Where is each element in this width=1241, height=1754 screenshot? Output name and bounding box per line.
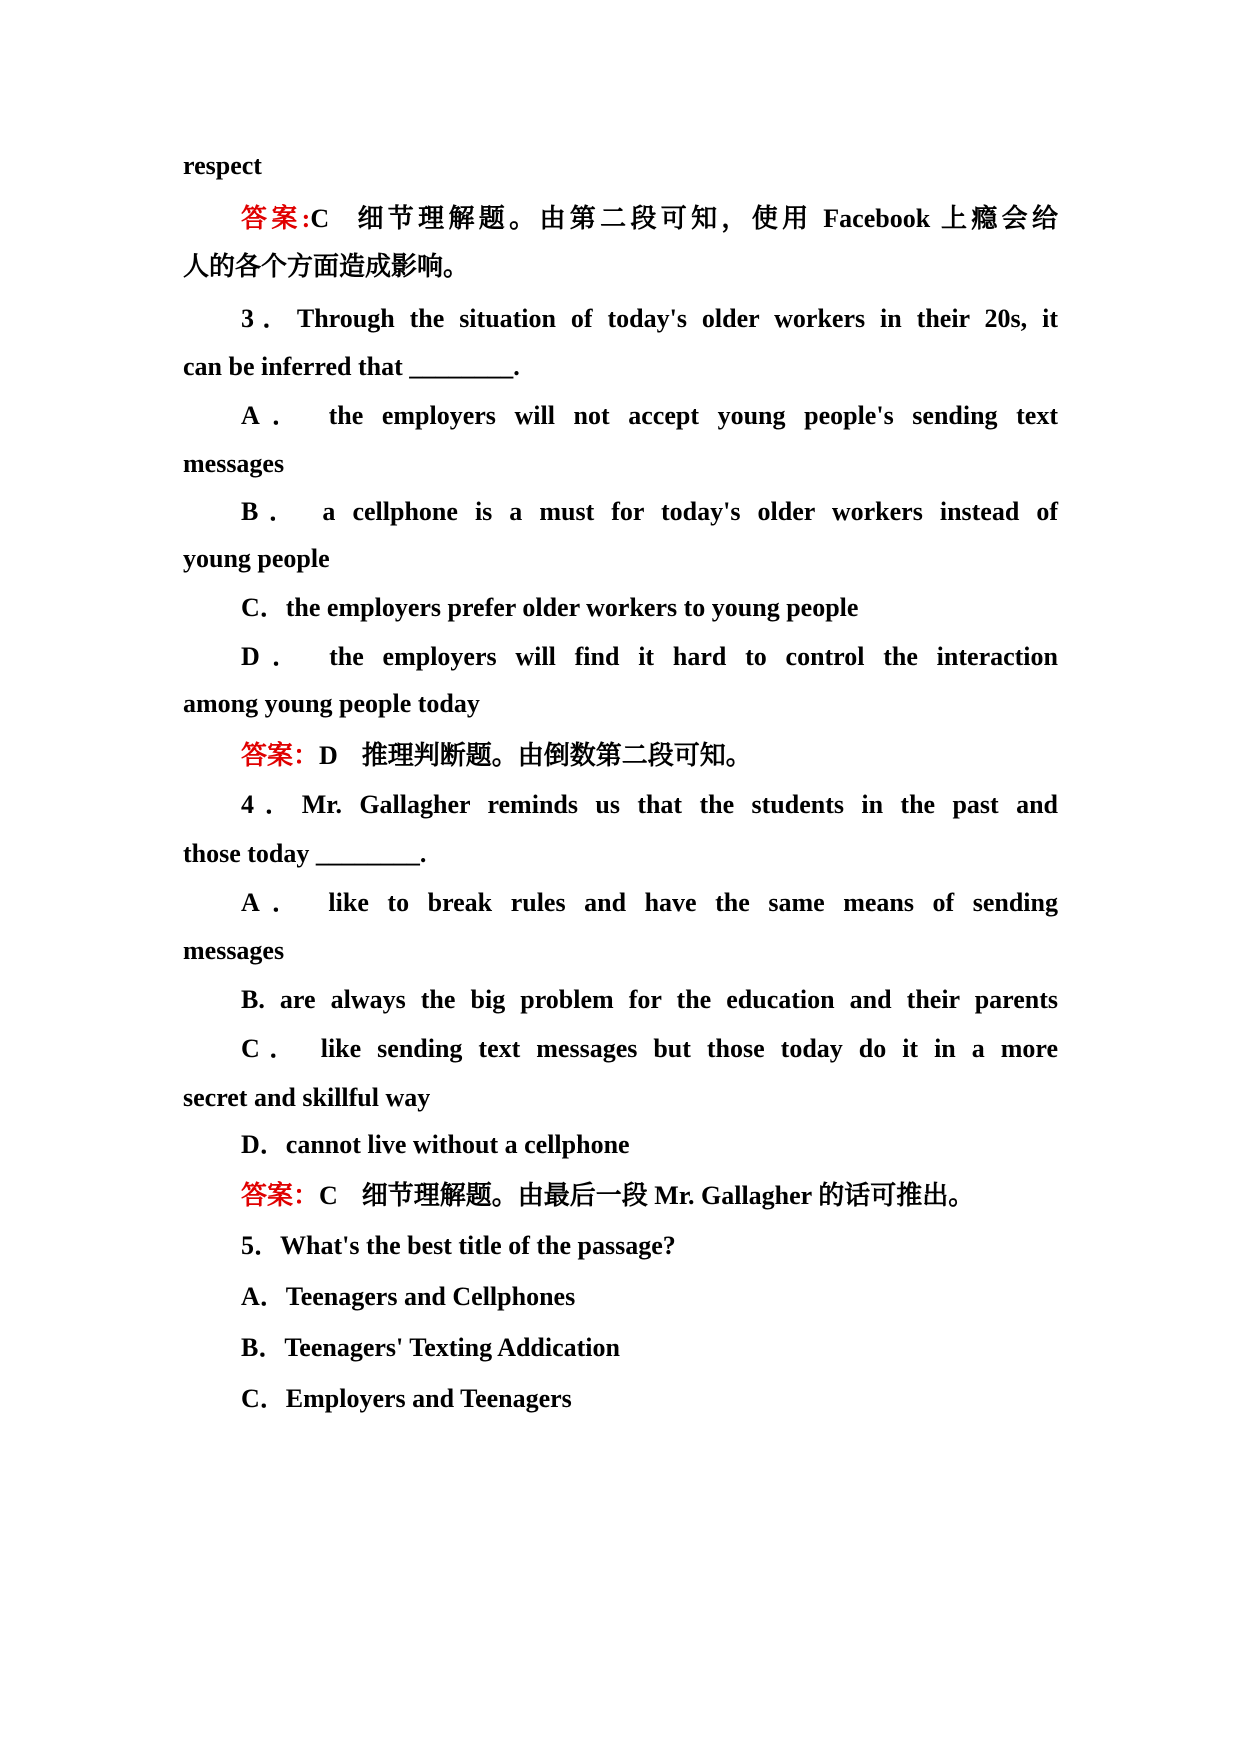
answer-label: 答案: (241, 204, 311, 233)
text-line: 人的各个方面造成影响。 (183, 252, 470, 281)
answer-line (241, 1180, 974, 1212)
answer-line (241, 740, 752, 772)
answer-explanation: 细节理解题。由最后一段 Mr. Gallagher 的话可推出。 (361, 1181, 975, 1210)
question-stem-cont: can be inferred that ________. (183, 352, 520, 381)
option-d: D． the employers will find it hard to control the interaction (241, 642, 1058, 671)
option-d-cont: among young people today (183, 689, 480, 718)
option-a: A． the employers will not accept young people's sending text (241, 401, 1058, 430)
option-a: A． like to break rules and have the same means of sending (241, 888, 1058, 917)
answer-line (241, 203, 1058, 235)
option-a-cont: messages (183, 936, 285, 965)
option-c: C．Employers and Teenagers (241, 1384, 572, 1413)
answer-letter: D (319, 741, 338, 770)
question-stem: 5．What's the best title of the passage? (241, 1231, 676, 1260)
text-line: respect (183, 151, 262, 180)
question-stem: 4．Mr. Gallagher reminds us that the students in the past and (241, 790, 1058, 819)
answer-label: 答案： (241, 741, 320, 770)
option-c-cont: secret and skillful way (183, 1083, 431, 1112)
option-c: C． like sending text messages but those today do it in a more (241, 1034, 1058, 1063)
question-stem: 3．Through the situation of today's older workers in their 20s, it (241, 304, 1058, 333)
option-b: B． a cellphone is a must for today's older workers instead of (241, 497, 1058, 526)
answer-explanation: 推理判断题。由倒数第二段可知。 (361, 741, 752, 770)
question-stem-cont: those today ________. (183, 839, 427, 868)
option-b: B. are always the big problem for the education and their parents (241, 985, 1058, 1014)
option-d: D．cannot live without a cellphone (241, 1130, 630, 1159)
option-c: C．the employers prefer older workers to young people (241, 593, 859, 622)
option-a-cont: messages (183, 449, 285, 478)
option-a: A．Teenagers and Cellphones (241, 1282, 576, 1311)
answer-letter: C (319, 1181, 338, 1210)
option-b-cont: young people (183, 544, 330, 573)
answer-label: 答案： (241, 1181, 320, 1210)
option-b: B．Teenagers' Texting Addication (241, 1333, 620, 1362)
answer-explanation: 细节理解题。由第二段可知，使用 Facebook 上瘾会给 (353, 204, 1058, 233)
answer-letter: C (310, 204, 330, 233)
